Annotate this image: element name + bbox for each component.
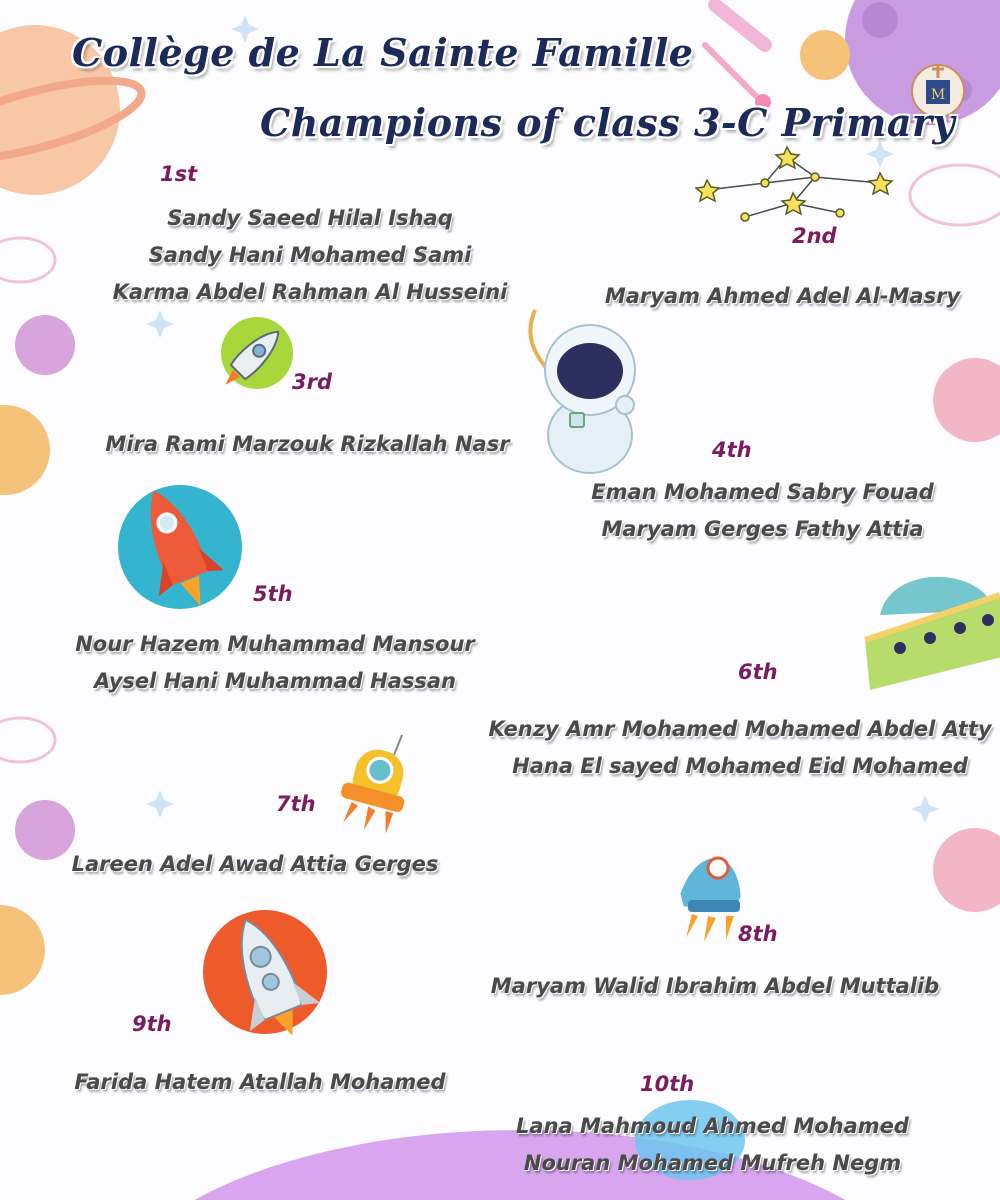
- comet-icon: [705, 5, 771, 110]
- constellation-icon: [695, 145, 895, 225]
- rank-label-2nd: 2nd: [792, 224, 837, 248]
- names-10th: [500, 1108, 925, 1182]
- student-name: Maryam Gerges Fathy Attia: [601, 517, 924, 541]
- rank-label-10th: 10th: [640, 1072, 695, 1096]
- student-name: Maryam Ahmed Adel Al-Masry: [604, 284, 961, 308]
- names-8th: [480, 968, 950, 1005]
- rocket-icon: [332, 730, 412, 840]
- student-name: Farida Hatem Atallah Mohamed: [74, 1070, 446, 1094]
- planet-icon: [800, 30, 850, 80]
- student-name: Hana El sayed Mohamed Eid Mohamed: [512, 754, 968, 778]
- student-name: Mira Rami Marzouk Rizkallah Nasr: [105, 432, 510, 456]
- names-2nd: [590, 278, 975, 315]
- astronaut-icon: [515, 305, 645, 475]
- student-name: Nour Hazem Muhammad Mansour: [75, 632, 475, 656]
- names-7th: [55, 846, 455, 883]
- student-name: Eman Mohamed Sabry Fouad: [591, 480, 934, 504]
- names-4th: [555, 474, 970, 548]
- names-6th: [485, 711, 995, 785]
- student-name: Sandy Hani Mohamed Sami: [148, 243, 472, 267]
- student-name: Aysel Hani Muhammad Hassan: [94, 669, 456, 693]
- rank-label-8th: 8th: [738, 922, 778, 946]
- names-3rd: [95, 426, 520, 463]
- names-9th: [55, 1064, 465, 1101]
- svg-text:M: M: [930, 87, 946, 103]
- rocket-icon: [118, 485, 248, 625]
- rank-label-7th: 7th: [276, 792, 316, 816]
- title-line-2: Champions of class 3-C Primary: [260, 100, 956, 145]
- rank-label-3rd: 3rd: [292, 370, 333, 394]
- ufo-icon: [860, 560, 1000, 700]
- rocket-icon: [205, 315, 295, 405]
- student-name: Maryam Walid Ibrahim Abdel Muttalib: [490, 974, 940, 998]
- rank-label-6th: 6th: [738, 660, 778, 684]
- rank-label-4th: 4th: [712, 438, 752, 462]
- rank-label-9th: 9th: [132, 1012, 172, 1036]
- names-1st: [100, 200, 520, 311]
- rocket-icon: [200, 910, 340, 1050]
- student-name: Lana Mahmoud Ahmed Mohamed: [516, 1114, 909, 1138]
- title-line-1: Collège de La Sainte Famille: [72, 30, 694, 75]
- student-name: Karma Abdel Rahman Al Husseini: [112, 280, 508, 304]
- student-name: Lareen Adel Awad Attia Gerges: [71, 852, 439, 876]
- student-name: Kenzy Amr Mohamed Mohamed Abdel Atty: [488, 717, 992, 741]
- student-name: Nouran Mohamed Mufreh Negm: [523, 1151, 902, 1175]
- rank-label-5th: 5th: [253, 582, 293, 606]
- rank-label-1st: 1st: [160, 162, 198, 186]
- student-name: Sandy Saeed Hilal Ishaq: [167, 206, 453, 230]
- names-5th: [60, 626, 490, 700]
